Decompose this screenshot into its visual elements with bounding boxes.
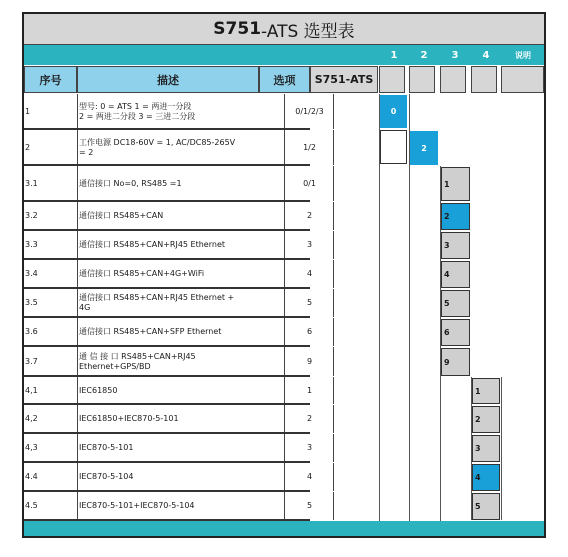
footer-bar <box>24 521 544 536</box>
table-row <box>24 434 544 462</box>
column-number-1: 1 <box>390 49 398 61</box>
selection-col3: 9 <box>441 348 470 376</box>
row-description <box>77 202 285 230</box>
column-note-header: 说明 <box>515 50 531 60</box>
row-description <box>77 318 285 346</box>
column-number-2: 2 <box>420 49 428 61</box>
row-number: 3.2 <box>25 211 38 220</box>
row-option: 3 <box>286 231 334 259</box>
row-number: 3.6 <box>25 327 38 336</box>
column-number-3: 3 <box>451 49 459 61</box>
row-number: 4,1 <box>25 385 38 395</box>
row-option: 4 <box>286 463 334 491</box>
selection-col4: 4 <box>472 464 500 491</box>
row-description <box>77 94 285 129</box>
header-col2 <box>409 66 435 93</box>
row-option: 4 <box>286 260 334 288</box>
column-divider <box>501 377 502 520</box>
row-number: 1 <box>25 106 31 116</box>
table-row <box>24 94 544 129</box>
row-description <box>77 347 285 376</box>
row-option: 5 <box>286 492 334 520</box>
header-col1 <box>379 66 405 93</box>
row-description-text: 型号: 0 = ATS 1 = 两进一分段 2 = 两进二分段 3 = 三进二分段 <box>79 101 196 121</box>
selection-col4: 5 <box>472 493 500 520</box>
selection-col3: 1 <box>441 167 470 201</box>
row-option: 0/1 <box>286 166 334 201</box>
row-description-text: 通信接口 RS485+CAN+RJ45 Ethernet <box>79 240 225 249</box>
selection-col4: 3 <box>472 435 500 462</box>
header-col4 <box>471 66 497 93</box>
column-number-4: 4 <box>482 49 490 61</box>
row-number: 4.4 <box>25 472 38 481</box>
row-description-text: IEC870-5-104 <box>79 472 134 481</box>
row-option: 1/2 <box>286 130 334 165</box>
row-description-text: 工作电源 DC18-60V = 1, AC/DC85-265V = 2 <box>79 137 236 157</box>
row-number: 3.7 <box>25 356 38 366</box>
row-description <box>77 166 285 201</box>
row-description-text: 通信接口 RS485+CAN <box>79 211 164 220</box>
table-row <box>24 130 544 165</box>
table-row <box>24 405 544 433</box>
row-option: 3 <box>286 434 334 462</box>
row-description <box>77 463 285 491</box>
row-option: 2 <box>286 202 334 230</box>
selection-col4: 2 <box>472 406 500 433</box>
row-description <box>77 260 285 288</box>
row-number: 4,2 <box>25 414 38 423</box>
row-description <box>77 289 285 317</box>
selection-col3: 2 <box>441 203 470 230</box>
row-description <box>77 434 285 462</box>
row-number: 3.5 <box>25 298 38 307</box>
row-option: 6 <box>286 318 334 346</box>
row-description-text: 通 信 接 口 RS485+CAN+RJ45 Ethernet+GPS/BD <box>79 351 196 371</box>
header-desc: 描述 <box>77 66 259 93</box>
row-description-text: 通信接口 RS485+CAN+RJ45 Ethernet + 4G <box>79 293 235 312</box>
table-row <box>24 463 544 491</box>
row-description <box>77 231 285 259</box>
header-model: S751-ATS <box>310 66 378 93</box>
row-description-text: IEC61850 <box>79 385 118 395</box>
title-rest: -ATS 选型表 <box>261 21 355 42</box>
row-description-text: 通信接口 RS485+CAN+SFP Ethernet <box>79 327 222 336</box>
row-description-text: IEC870-5-101 <box>79 443 134 452</box>
selection-col1: 0 <box>380 95 407 128</box>
table-row <box>24 377 544 404</box>
selection-col1-empty <box>380 130 407 164</box>
row-number: 2 <box>25 142 31 152</box>
row-option: 1 <box>286 377 334 404</box>
selection-col3: 5 <box>441 290 470 317</box>
row-option: 9 <box>286 347 334 376</box>
row-description-text: 通信接口 RS485+CAN+4G+WiFi <box>79 269 205 278</box>
row-number: 3.4 <box>25 269 38 278</box>
row-number: 3.1 <box>25 178 38 188</box>
header-note <box>501 66 544 93</box>
page-title <box>24 14 544 45</box>
row-number: 4.5 <box>25 501 38 510</box>
selection-col2: 2 <box>410 131 438 165</box>
row-description <box>77 492 285 520</box>
header-opt: 选项 <box>259 66 310 93</box>
selection-col3: 4 <box>441 261 470 288</box>
row-description-text: IEC870-5-101+IEC870-5-104 <box>79 501 195 510</box>
row-number: 4,3 <box>25 443 38 452</box>
title-model: S751 <box>213 19 262 39</box>
row-description <box>77 130 285 165</box>
selection-col3: 3 <box>441 232 470 259</box>
row-number: 3.3 <box>25 240 38 249</box>
header-col3 <box>440 66 466 93</box>
row-description <box>77 377 285 404</box>
row-description-text: 通信接口 No=0, RS485 =1 <box>79 178 182 188</box>
selection-col4: 1 <box>472 378 500 404</box>
header-no: 序号 <box>24 66 77 93</box>
row-option: 0/1/2/3 <box>286 94 334 129</box>
row-description-text: IEC61850+IEC870-5-101 <box>79 414 179 423</box>
row-description <box>77 405 285 433</box>
row-option: 2 <box>286 405 334 433</box>
selection-col3: 6 <box>441 319 470 346</box>
table-row <box>24 492 544 520</box>
row-option: 5 <box>286 289 334 317</box>
